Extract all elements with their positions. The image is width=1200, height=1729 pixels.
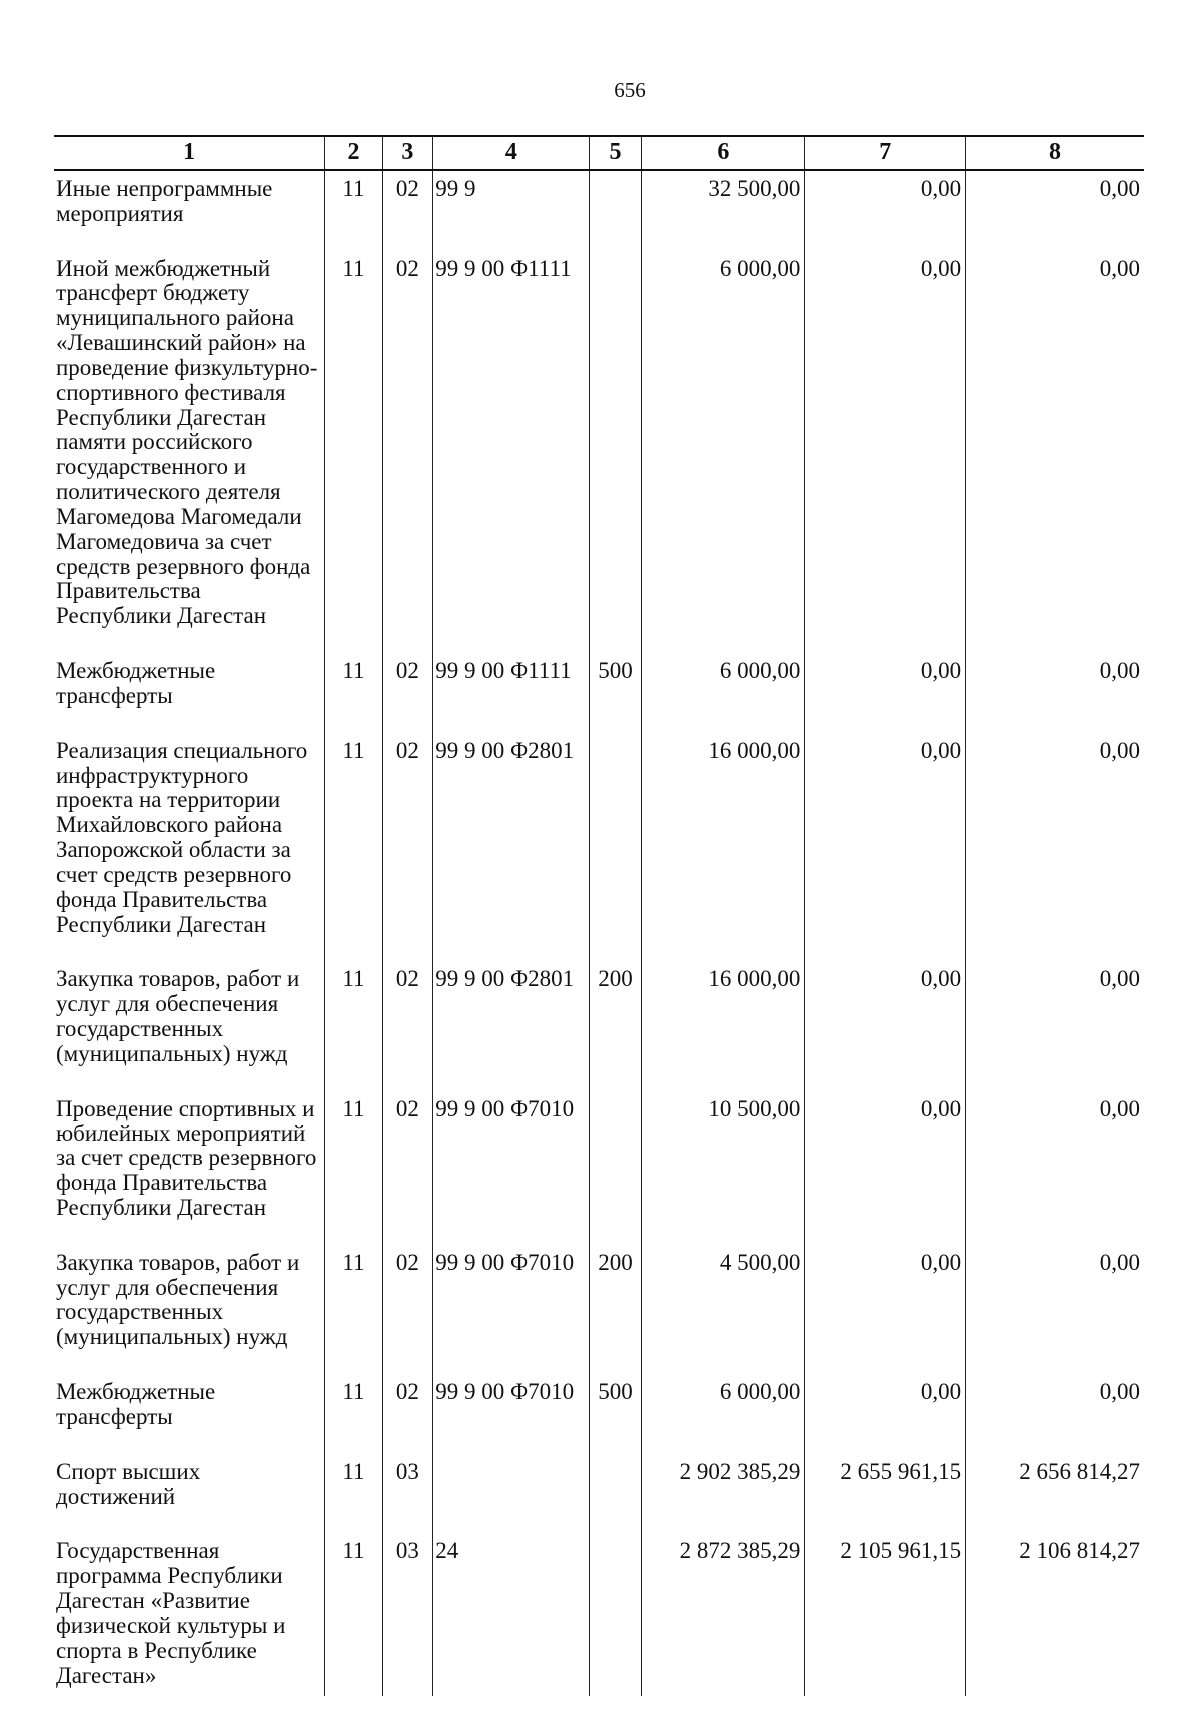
amount-year-3: 0,00 xyxy=(966,1089,1144,1243)
amount-year-1: 6 000,00 xyxy=(642,1372,805,1452)
amount-year-3: 0,00 xyxy=(966,1243,1144,1372)
expense-type-code xyxy=(589,170,642,249)
amount-year-2: 0,00 xyxy=(805,1243,966,1372)
subsection-code: 02 xyxy=(382,731,433,960)
amount-year-1: 2 902 385,29 xyxy=(642,1452,805,1532)
column-header: 6 xyxy=(642,136,805,170)
table-row xyxy=(54,170,1144,249)
section-code: 11 xyxy=(325,1089,382,1243)
table-row xyxy=(54,1089,1144,1243)
subsection-code: 02 xyxy=(382,651,433,731)
column-header: 8 xyxy=(966,136,1144,170)
amount-year-3: 0,00 xyxy=(966,1372,1144,1452)
row-description: Проведение спортивных и юбилейных мероприятий за счет средств резервного фонда Правительства Республики Дагестан xyxy=(56,1095,317,1220)
target-article-code xyxy=(433,1452,589,1532)
row-description: Межбюджетные трансферты xyxy=(56,658,216,708)
amount-year-2: 0,00 xyxy=(805,651,966,731)
row-description: Государственная программа Республики Дагестан «Развитие физической культуры и спорта в Республике Дагестан» xyxy=(56,1538,286,1688)
row-description: Межбюджетные трансферты xyxy=(56,1379,216,1429)
amount-year-1: 16 000,00 xyxy=(642,959,805,1088)
section-code: 11 xyxy=(325,1531,382,1696)
amount-year-1: 4 500,00 xyxy=(642,1243,805,1372)
table-row xyxy=(54,1531,1144,1696)
section-code: 11 xyxy=(325,731,382,960)
amount-year-1: 16 000,00 xyxy=(642,731,805,960)
amount-year-2: 0,00 xyxy=(805,1372,966,1452)
expense-type-code: 500 xyxy=(589,651,642,731)
row-description: Иные непрограммные мероприятия xyxy=(56,176,273,226)
expense-type-code xyxy=(589,1452,642,1532)
column-header: 7 xyxy=(805,136,966,170)
target-article-code: 99 9 00 Ф7010 xyxy=(433,1243,589,1372)
amount-year-3: 2 106 814,27 xyxy=(966,1531,1144,1696)
expense-type-code xyxy=(589,1089,642,1243)
table-header-row xyxy=(54,136,1144,170)
target-article-code: 99 9 00 Ф2801 xyxy=(433,959,589,1088)
amount-year-1: 6 000,00 xyxy=(642,651,805,731)
row-description: Иной межбюджетный трансферт бюджету муниципального района «Левашинский район» на проведение физкультурно-спортивного фестиваля Республики Дагестан памяти российского государственного и политического деятеля Магомедова Магомедали Магомедовича за счет средств резервного фонда Правительства Республики Дагестан xyxy=(56,255,318,629)
table-body xyxy=(54,170,1144,1696)
section-code: 11 xyxy=(325,651,382,731)
amount-year-3: 0,00 xyxy=(966,959,1144,1088)
row-description: Реализация специального инфраструктурного проекта на территории Михайловского района Запорожской области за счет средств резервного фонда Правительства Республики Дагестан xyxy=(56,737,308,937)
subsection-code: 02 xyxy=(382,1243,433,1372)
amount-year-1: 2 872 385,29 xyxy=(642,1531,805,1696)
amount-year-3: 0,00 xyxy=(966,731,1144,960)
amount-year-3: 0,00 xyxy=(966,651,1144,731)
section-code: 11 xyxy=(325,1452,382,1532)
amount-year-3: 0,00 xyxy=(966,170,1144,249)
amount-year-2: 0,00 xyxy=(805,249,966,651)
expense-type-code xyxy=(589,731,642,960)
subsection-code: 02 xyxy=(382,1089,433,1243)
table-row xyxy=(54,651,1144,731)
row-description: Спорт высших достижений xyxy=(56,1458,201,1509)
subsection-code: 02 xyxy=(382,170,433,249)
column-header: 4 xyxy=(433,136,589,170)
amount-year-1: 10 500,00 xyxy=(642,1089,805,1243)
amount-year-1: 32 500,00 xyxy=(642,170,805,249)
section-code: 11 xyxy=(325,1243,382,1372)
target-article-code: 99 9 00 Ф1111 xyxy=(433,651,589,731)
page-number: 656 xyxy=(614,78,646,102)
table-row xyxy=(54,959,1144,1088)
section-code: 11 xyxy=(325,170,382,249)
target-article-code: 99 9 00 Ф7010 xyxy=(433,1372,589,1452)
section-code: 11 xyxy=(325,959,382,1088)
expense-type-code: 200 xyxy=(589,1243,642,1372)
target-article-code: 99 9 00 Ф7010 xyxy=(433,1089,589,1243)
subsection-code: 02 xyxy=(382,1372,433,1452)
budget-table xyxy=(54,135,1144,1696)
column-header: 2 xyxy=(325,136,382,170)
amount-year-2: 0,00 xyxy=(805,170,966,249)
amount-year-2: 0,00 xyxy=(805,1089,966,1243)
subsection-code: 02 xyxy=(382,959,433,1088)
row-description: Закупка товаров, работ и услуг для обеспечения государственных (муниципальных) нужд xyxy=(56,966,300,1066)
column-header: 1 xyxy=(54,136,325,170)
column-header: 5 xyxy=(589,136,642,170)
amount-year-2: 2 655 961,15 xyxy=(805,1452,966,1532)
column-header: 3 xyxy=(382,136,433,170)
target-article-code: 24 xyxy=(433,1531,589,1696)
table-row xyxy=(54,249,1144,651)
row-description: Закупка товаров, работ и услуг для обеспечения государственных (муниципальных) нужд xyxy=(56,1249,300,1350)
amount-year-1: 6 000,00 xyxy=(642,249,805,651)
subsection-code: 03 xyxy=(382,1531,433,1696)
section-code: 11 xyxy=(325,249,382,651)
expense-type-code: 200 xyxy=(589,959,642,1088)
target-article-code: 99 9 00 Ф1111 xyxy=(433,249,589,651)
target-article-code: 99 9 00 Ф2801 xyxy=(433,731,589,960)
subsection-code: 03 xyxy=(382,1452,433,1532)
table-row xyxy=(54,731,1144,960)
amount-year-2: 0,00 xyxy=(805,731,966,960)
amount-year-2: 0,00 xyxy=(805,959,966,1088)
amount-year-3: 0,00 xyxy=(966,249,1144,651)
amount-year-3: 2 656 814,27 xyxy=(966,1452,1144,1532)
table-row xyxy=(54,1243,1144,1372)
table-row xyxy=(54,1452,1144,1532)
expense-type-code xyxy=(589,1531,642,1696)
expense-type-code: 500 xyxy=(589,1372,642,1452)
amount-year-2: 2 105 961,15 xyxy=(805,1531,966,1696)
target-article-code: 99 9 xyxy=(433,170,589,249)
section-code: 11 xyxy=(325,1372,382,1452)
expense-type-code xyxy=(589,249,642,651)
table-row xyxy=(54,1372,1144,1452)
subsection-code: 02 xyxy=(382,249,433,651)
